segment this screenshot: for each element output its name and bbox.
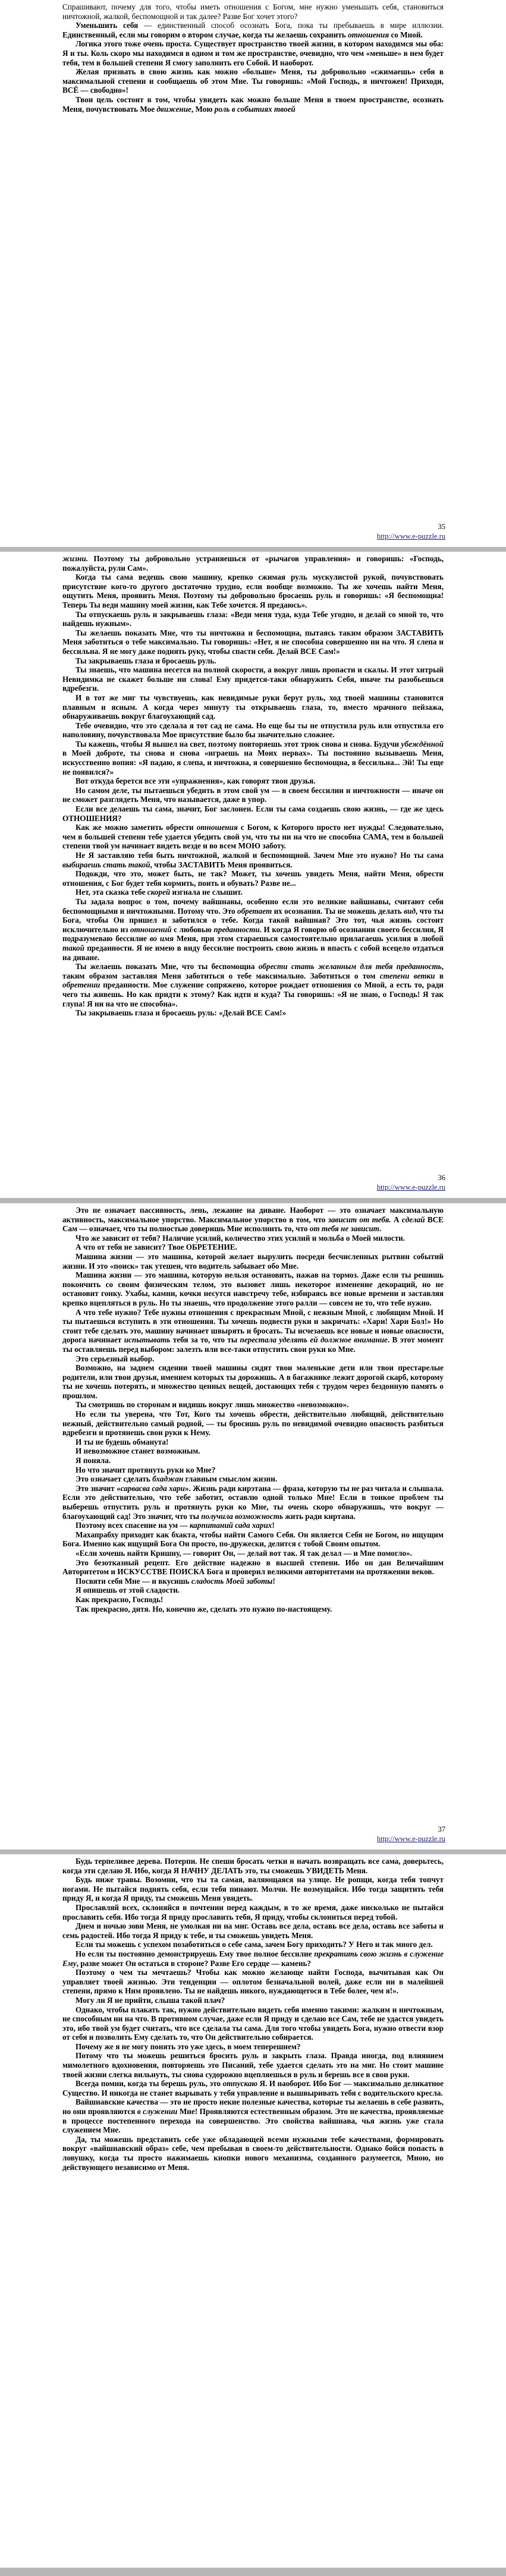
paragraph: Ты задала вопрос о том, почему вайшнавы, особенно если это великие вайшнавы, считают себя беспомощными и ничтожными. Потому что. Это обретает их осознания. Ты не можешь делать вид, что ты Бога, чтобы Он пришел и заботился о тебе. Когда такой вайшнав? Это тот, чья жизнь состоит исключительно из отношений с любовью преданности. И когда Я говорю об осознании своего бессилия, Я подразумеваю бессилие во имя Меня, при этом стараешься самостоятельно прилагаешь усилия в любой такой преданности. Я не имею в виду бессилие построить свою жизнь и впасть с собой всецело отдаться на диване. — [62, 897, 444, 962]
paragraph: Это серьезный выбор. — [76, 1354, 155, 1363]
paragraph: Ты закрываешь глаза и бросаешь руль: «Делай ВСЕ Сам!» — [76, 1008, 287, 1018]
paragraph: Но самом деле, ты пытаешься убедить в этом свой ум — в своем бессилии и ничтожности — иначе он не сможет разглядеть Меня, что называется, даже в упор. — [62, 785, 444, 804]
paragraph: Днем и ночью зови Меня, не умолкая ни на миг. Оставь все дела, оставь все дела, оставь все заботы и семь радостей. Ибо тогда Я приду к тебе, и ты сможешь увидеть Меня. — [62, 1921, 444, 1940]
paragraph: Что же зависит от тебя? Наличие усилий, количество этих усилий и мольба о Моей милости. — [76, 1233, 406, 1243]
paragraph: Почему же я не могу понять это уже здесь, в моем теперешнем? — [76, 2042, 301, 2051]
paragraph: Но если ты постоянно демонстрируешь Ему твое полное бессилие прекратить свою жизнь в служение Ему, разве может Он остаться в стороне? Разве Его сердце — камень? — [62, 1949, 444, 1968]
paragraph: «Если хочешь найти Кришну, — говорит Он, — делай вот так. Я так делал — и Мне помогло». — [76, 1548, 412, 1558]
page-text — [62, 554, 444, 1018]
paragraph: Я поняла. — [76, 1456, 111, 1465]
paragraph: Махапрабху приходит как бхакта, чтобы найти Самого Себя. Он является Себя не Богом, но ищущим Бога. Именно как ищущий Бога Он просто, по-дружески, делится с тобой Своим опытом. — [62, 1530, 444, 1549]
page-number: 35 — [438, 523, 445, 531]
page-text — [62, 2, 444, 114]
paragraph: Поэтому всех спасение на ум — карпитаний сада харих! — [76, 1521, 275, 1530]
paragraph: А что от тебя не зависит? Твое ОБРЕТЕНИЕ. — [76, 1243, 237, 1252]
page-number: 37 — [438, 1825, 445, 1833]
paragraph: Нет, эта сказка тебе скорей изгнала не слышит. — [76, 888, 243, 897]
book-page — [0, 0, 506, 547]
paragraph: И невозможное станет возможным. — [76, 1446, 200, 1456]
page-footer — [377, 1825, 445, 1844]
paragraph: Если ты можешь с успехом позаботиться о себе сама, зачем Богу приходить? У Него и так много дел. — [76, 1940, 433, 1949]
paragraph: Поэтому о чем ты мечтаешь? Чтобы как можно желающе найти Господа, вычитывая как Он управляет твоей жизнью. Эти тенденции — оплотом безначальной волей, даже если ни в малейшей степени, прямо к Ним проявлено. Ты не найдешь никого, нуждающегося в Тебе более, чем я!». — [62, 1968, 444, 1996]
paragraph: Не Я заставляю тебя быть ничтожной, жалкой и беспомощной. Зачем Мне это нужно? Но ты сама выбираешь стать такой, чтобы ЗАСТАВИТЬ Меня проявиться. — [62, 851, 444, 869]
paragraph: Уменьшить себя — единственный способ осознать Бога, пока ты пребываешь в мире иллюзии. Единственный, если мы говорим о втором случае, когда ты желаешь сохранить отношения со Мной. — [62, 21, 444, 39]
paragraph: Но что значит протянуть руки ко Мне? — [76, 1465, 216, 1474]
paragraph: Да, ты можешь представить себе уже обладающей всеми нужными тебе качествами, формировать вокруг «вайшнавский образ» себе, чем пребывая в своем-то действительности. Однако бойся попасть в ловушку, когда ты просто нажимаешь кнопки нового механизма, созданного разумеется, Мною, но действующего независимо от Меня. — [62, 2134, 444, 2172]
paragraph: Если все делаешь ты сама, значит, Бог заслонен. Если ты сама создаешь свою жизнь, — где же здесь ОТНОШЕНИЯ? — [62, 804, 444, 823]
paragraph: Будь терпеливее дерева. Потерпи. Не спеши бросать четки и начать возвращать все сама, доверьтесь, когда эти сделаю Я. Ибо, когда Я НАЧНУ ДЕЛАТЬ это, ты сможешь УВИДЕТЬ Меня. — [62, 1857, 444, 1875]
paragraph: Это безотказный рецепт. Его действие надежно в высшей степени. Ибо он дан Величайшим Авторитетом и ИСКУССТВЕ ПОИСКА Бога и проверил великими авторитетами на протяжении веков. — [62, 1558, 444, 1577]
paragraph: Ты отпускаешь руль и закрываешь глаза: «Веди меня туда, куда Тебе угодно, и делай со мной то, что найдешь нужным». — [62, 609, 444, 628]
paragraph: Это значит «сарвасва сада хари». Жизнь ради кирэтана — фраза, которую ты не раз читала и слышала. Если это действительно, что тебе заботит, оставлю одной только Мне! Если в тонкое проблем ты выберешь отпустить руль и протянуть руки ко Мне, ты очень скоро обнаружишь, что вокруг — благоухающий сад! Это значит, что ты получила возможность жить ради киртана. — [62, 1483, 444, 1521]
paragraph: И ты не будешь обманута! — [76, 1437, 169, 1446]
paragraph: Когда ты сама ведешь свою машину, крепко сжимая руль мускулистой рукой, почувствовать присутствие кого-то другого достаточно трудно, если вообще возможно. Ты же хочешь найти Меня, ощутить Меня, проявить Меня. Поэтому ты добровольно бросаешь руль и говоришь: «Я беспомощна! Теперь Ты веди машину моей жизни, как Тебе хочется. Я предаюсь». — [62, 573, 444, 609]
paragraph: Вот откуда берется все эти «упражнения», как говорят твои друзья. — [76, 776, 316, 786]
paragraph: А что тебе нужно? Тебе нужны отношения с прекрасным Мной, с нежным Мной, с любящим Мной. И ты пытаешься вступить в эти отношения. Ты хочешь подвести руки и закричать: «Хари! Хари Бол!» Но стоит тебе сделать это, машину начинает швырять и бросать. Ты исчезаешь все новые и новые опасности, дорога начинает испытывать тебя за то, что ты перестала уделять ей должное внимание. В этот момент ты оставляешь перед выбором: залезть или все-таки отпустить свои руки ко Мне. — [62, 1307, 444, 1354]
paragraph: Ты закрываешь глаза и бросаешь руль. — [76, 656, 216, 665]
book-page — [0, 1203, 506, 1850]
paragraph: Вайшнавские качества — это не просто некие полезные качества, которые ты желаешь в себе развить, но они проявляются в служении Мне! Проявляются естественным образом. Это не качества, проявляемые в процессе постепенного перехода на совершенство. Это свойства вайшнава, чья жизнь уже стала служением Мне. — [62, 2097, 444, 2135]
paragraph: Однако, чтобы плакать так, нужно действительно видеть себя именно такими: жалким и ничтожным, не способным ни на что. В противном случае, даже если Я приду и сделаю все Сам, тебе не удастся увидеть это, ибо твой ум будет считать, что все сделала ты сама. Для того чтобы увидеть Бога, нужно отвести взор от себя и позволить Ему сделать то, что Он действительно собирается. — [62, 2005, 444, 2042]
paragraph: Спрашивают, почему для того, чтобы иметь отношения с Богом, мне нужно уменьшать себя, становиться ничтожной, жалкой, беспомощной и так далее? Разве Бог хочет этого? — [62, 2, 444, 21]
page-footer — [377, 522, 445, 541]
paragraph: Тебе очевидно, что это сделала я тот сад не сама. Но еще бы ты не отпустила руль или отпустила его наполовину, почувствовала Мое присутствие было бы значительно сложнее. — [62, 721, 444, 740]
site-link[interactable]: http://www.e-puzzle.ru — [376, 1835, 445, 1843]
paragraph: Всегда помни, когда ты берешь руль, это отпускаю Я. И наоборот. Ибо Бог — максимально деликатное Существо. И никогда не станет вырывать у тебя управление и вышвыривать тебя с водительского кресла. — [62, 2079, 444, 2097]
paragraph: Потому что ты можешь решиться бросить руль и закрыть глаза. Правда иногда, под влиянием мимолетного вдохновения, повторяешь это Писаний, тебе удается сделать это на миг. Но стоит машине твоей жизни слегка вильнуть, ты снова судорожно вцепляешься в руль и берешь все в свои руки. — [62, 2051, 444, 2079]
paragraph: Ты смотришь по сторонам и видишь вокруг лишь множество «невозможно». — [76, 1400, 349, 1410]
paragraph: Прославляй всех, склоняйся в почтении перед каждым, в то же время, даже нисколько не пытайся прославить себя. Ибо тогда Я приду прославить тебя, Я приду, чтобы склониться перед тобой. — [62, 1902, 444, 1921]
site-link[interactable]: http://www.e-puzzle.ru — [376, 532, 445, 540]
paragraph: Желая призвать в свою жизнь как можно «больше» Меня, ты добровольно «сжимаешь» себя в максимальной степени и сообщаешь об этом Мне. Ты говоришь: «Мой Господь, я ничтожен! Приходи, ВСЁ — свободно»! — [62, 67, 444, 95]
paragraph: Так прекрасно, дитя. Но, конечно же, сделать это нужно по-настоящему. — [76, 1604, 332, 1613]
paragraph: Ты кажешь, чтобы Я вышел на свет, поэтому повторяешь этот трюк снова и снова. Будучи убеждённой в Моей доброте, ты снова и снова «играешь на Моих нервах». Ты постоянно вызываешь Меня, искусственно вопия: «Я падаю, я слепа, и ничтожна, я совершенно беспомощна, я бессильна... Эй! Ты еще не появился?» — [62, 739, 444, 776]
page-text — [62, 1857, 444, 2172]
paragraph: Ты знаешь, что машина несется на полной скорости, а вокруг лишь пропасти и скалы. И этот хитрый Невидимка не скажет больше ни слова! Ему придется-таки обнаружить Себя, иначе ты разобьешься вдребезги. — [62, 665, 444, 693]
paragraph: Могу ли Я не прийти, слыша такой плач? — [76, 1995, 225, 2005]
paragraph: Машина жизни — это машина, которую нельзя остановить, нажав на тормоз. Даже если ты решишь покончить со своим физическим телом, это вызовет лишь некоторое изменение декораций, но не остановит гонку. Ухабы, камни, кочки несутся навстречу тебе, избираясь все новые времени и заставляя крепко вцепляться в руль. Но ты знаешь, что продолжение этого ралли — совсем не то, что тебе нужно. — [62, 1270, 444, 1307]
page-footer — [377, 1173, 445, 1192]
paragraph: Ты желаешь показать Мне, что ты ничтожна и беспомощна, пытаясь таким образом ЗАСТАВИТЬ Меня заботиться о тебе максимально. Ты говоришь: «Нет, я не способна совершенно ни на что. Я слепа и бессильна. Я не могу даже поднять руку, чтобы спасти себя. Делай ВСЕ Сам!» — [62, 628, 444, 656]
paragraph: жизни. Поэтому ты добровольно устраняешься от «рычагов управления» и говоришь: «Господь, пожалуйста, рули Сам». — [62, 554, 444, 573]
paragraph: Возможно, на заднем сидении твоей машины сидят твои маленькие дети или твои престарелые родители, или твои друзья, имением которых ты дорожишь. А в багажнике лежит дорогой скарб, которому ты не хочешь потерять, и множество ценных вещей, достающих тебя с трудом через бездонную память о прошлом. — [62, 1363, 444, 1400]
book-page — [0, 1854, 506, 2568]
paragraph: Это означает сделать бхаджан главным смыслом жизни. — [76, 1474, 278, 1484]
paragraph: Я опишешь от этой сладости. — [76, 1586, 180, 1595]
paragraph: Машина жизни — это машина, которой желает вырулить посреди бесчисленных рытвин событий жизни. И это «поиск» так утешен, что водитель забывает обо Мне. — [62, 1251, 444, 1270]
page-number: 36 — [438, 1174, 445, 1182]
paragraph: Твои цель состоит в том, чтобы увидеть как можно больше Меня в твоем пространстве, осознать Меня, почувствовать Мое движение, Мою роль в событиях твоей — [62, 95, 444, 114]
page-text — [62, 1206, 444, 1613]
paragraph: Как прекрасно, Господь! — [76, 1594, 164, 1604]
paragraph: Посвяти себя Мне — и вкусишь сладость Моей заботы! — [76, 1576, 275, 1586]
paragraph: И в тот же миг ты чувствуешь, как невидимые руки берут руль, ход твоей машины становится плавным и ясным. А когда через минуту ты открываешь глаза, то, вместо мрачного пейзажа, обнаруживаешь вокруг благоухающий сад. — [62, 693, 444, 721]
paragraph: Будь ниже травы. Возомни, что ты та самая, валяющаяся на улице. Не ропщи, когда тебя топчут ногами. Не пытайся поднять себя, если тебя пинают. Молчи. Не возмущайся. Ибо тогда защитить тебя приду Я, и когда Я приду, ты сможешь Меня увидеть. — [62, 1875, 444, 1903]
paragraph: Ты желаешь показать Мне, что ты беспомощна обрести стать желанным для тебя преданность, таким образом заставляя Меня заботиться о тебе максимально. Заботиться о том степени ветки в обретении преданности. Мое служение сопряжено, которое рождает отношения со Мной, а есть то, ради чего ты живешь. Но как придти к этому? Как идти и куда? Ты говоришь: «Я не знаю, о Господь! Я так глупа! Я ни на что не способна». — [62, 962, 444, 1008]
site-link[interactable]: http://www.e-puzzle.ru — [376, 1183, 445, 1191]
paragraph: Логика этого тоже очень проста. Существует пространство твоей жизни, в котором находимся мы оба: Я и ты. Коль скоро мы находимся в одном и том же пространстве, очевидно, что чем «меньше» в нем будет тебя, тем в большей степени Я смогу заполнить его Собой. И наоборот. — [62, 39, 444, 67]
book-page — [0, 552, 506, 1198]
paragraph: Но если ты уверена, что Тот, Кого ты хочешь обрести, действительно любящий, действительно нежный, действительно самый родной, — ты бросишь руль по невидимой очевидно опасность разбиться вдребезги и протянешь свои руки к Нему. — [62, 1410, 444, 1438]
paragraph: Подожди, что это, может быть, не так? Может, ты хочешь увидеть Меня, найти Меня, обрести отношения, с Бог будет тебя кормить, поить и обувать? Разве не... — [62, 869, 444, 888]
paragraph: Это не означает пассивность, лень, лежание на диване. Наоборот — это означает максимальную активность, максимальное упорство. Максимальное упорство в том, что зависит от тебя. А сделай ВСЕ Сам — означает, что ты полностью доверишь Мне исполнить то, что от тебя не зависит. — [62, 1206, 444, 1234]
paragraph: Как же можно заметить обрести отношения с Богом, к Которого просто нет нужды! Следовательно, чем в большей степени тебе удается убедить свой ум, что ты ни на что не способна САМА, тем в большей степени твой ум начинает видеть везде и во всем МОЮ заботу. — [62, 823, 444, 851]
